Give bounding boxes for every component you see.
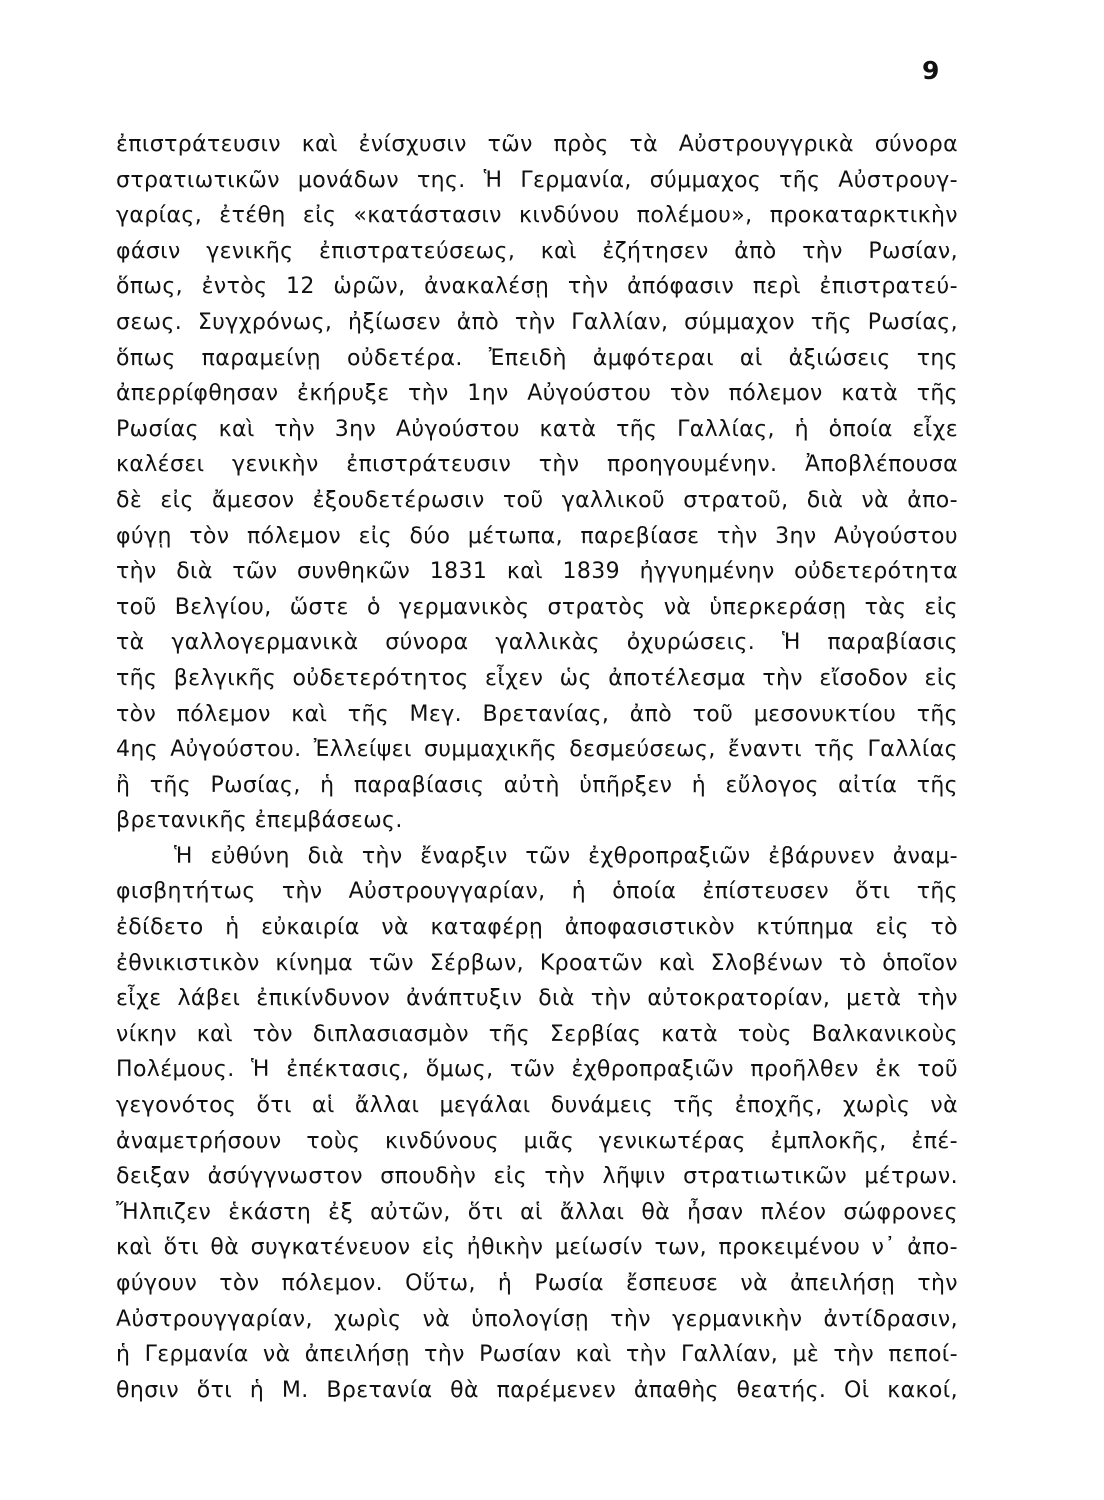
text-line: Πολέμους. Ἡ ἐπέκτασις, ὅμως, τῶν ἐχθροπραξιῶν προῆλθεν ἐκ τοῦ [116, 1057, 958, 1083]
text-line: καλέσει γενικὴν ἐπιστράτευσιν τὴν προηγουμένην. Ἀποβλέπουσα [116, 452, 958, 478]
text-line: φισβητήτως τὴν Αὐστρουγγαρίαν, ἡ ὁποία ἐπίστευσεν ὅτι τῆς [116, 879, 958, 905]
text-line: γαρίας, ἐτέθη εἰς «κατάστασιν κινδύνου πολέμου», προκαταρκτικὴν [116, 203, 958, 229]
text-line: ἐδίδετο ἡ εὐκαιρία νὰ καταφέρῃ ἀποφασιστικὸν κτύπημα εἰς τὸ [116, 915, 958, 941]
text-line: ἐθνικιστικὸν κίνημα τῶν Σέρβων, Κροατῶν καὶ Σλοβένων τὸ ὁποῖον [116, 950, 958, 976]
text-line: τοῦ Βελγίου, ὥστε ὁ γερμανικὸς στρατὸς νὰ ὑπερκεράσῃ τὰς εἰς [116, 594, 958, 620]
text-line: δειξαν ἀσύγγνωστον σπουδὴν εἰς τὴν λῆψιν στρατιωτικῶν μέτρων. [116, 1164, 958, 1190]
text-line: Αὐστρουγγαρίαν, χωρὶς νὰ ὑπολογίσῃ τὴν γερμανικὴν ἀντίδρασιν, [116, 1306, 958, 1332]
text-line: τὰ γαλλογερμανικὰ σύνορα γαλλικὰς ὀχυρώσεις. Ἡ παραβίασις [116, 630, 958, 656]
text-line: τὴν διὰ τῶν συνθηκῶν 1831 καὶ 1839 ἠγγυημένην οὐδετερότητα [116, 559, 958, 585]
text-line: Ἤλπιζεν ἑκάστη ἐξ αὐτῶν, ὅτι αἱ ἄλλαι θὰ ἦσαν πλέον σώφρονες [116, 1199, 958, 1225]
text-line: ὅπως, ἐντὸς 12 ὡρῶν, ἀνακαλέσῃ τὴν ἀπόφασιν περὶ ἐπιστρατεύ- [116, 274, 958, 300]
text-line: νίκην καὶ τὸν διπλασιασμὸν τῆς Σερβίας κατὰ τοὺς Βαλκανικοὺς [116, 1021, 958, 1047]
text-line: βρετανικῆς ἐπεμβάσεως. [116, 808, 403, 834]
text-line: θησιν ὅτι ἡ Μ. Βρετανία θὰ παρέμενεν ἀπαθὴς θεατής. Οἱ κακοί, [116, 1377, 958, 1403]
body-text [116, 127, 958, 1408]
paragraph-1 [116, 127, 958, 839]
page-number: 9 [922, 56, 940, 85]
text-line: καὶ ὅτι θὰ συγκατένευον εἰς ἠθικὴν μείωσίν των, προκειμένου ν᾽ ἀπο- [116, 1235, 958, 1261]
text-line: φάσιν γενικῆς ἐπιστρατεύσεως, καὶ ἐζήτησεν ἀπὸ τὴν Ρωσίαν, [116, 238, 958, 264]
text-line: στρατιωτικῶν μονάδων της. Ἡ Γερμανία, σύμμαχος τῆς Αὐστρουγ- [116, 167, 958, 193]
text-line: ἀναμετρήσουν τοὺς κινδύνους μιᾶς γενικωτέρας ἐμπλοκῆς, ἐπέ- [116, 1128, 958, 1154]
text-line: εἶχε λάβει ἐπικίνδυνον ἀνάπτυξιν διὰ τὴν αὐτοκρατορίαν, μετὰ τὴν [116, 986, 958, 1012]
text-line: φύγῃ τὸν πόλεμον εἰς δύο μέτωπα, παρεβίασε τὴν 3ην Αὐγούστου [116, 523, 958, 549]
text-line: ἡ Γερμανία νὰ ἀπειλήσῃ τὴν Ρωσίαν καὶ τὴν Γαλλίαν, μὲ τὴν πεποί- [116, 1342, 958, 1368]
text-line: Ἡ εὐθύνη διὰ τὴν ἔναρξιν τῶν ἐχθροπραξιῶν ἐβάρυνεν ἀναμ- [174, 843, 958, 869]
text-line: φύγουν τὸν πόλεμον. Οὕτω, ἡ Ρωσία ἔσπευσε νὰ ἀπειλήσῃ τὴν [116, 1271, 958, 1296]
text-line: ἀπερρίφθησαν ἐκήρυξε τὴν 1ην Αὐγούστου τὸν πόλεμον κατὰ τῆς [116, 381, 958, 407]
text-line: δὲ εἰς ἄμεσον ἐξουδετέρωσιν τοῦ γαλλικοῦ στρατοῦ, διὰ νὰ ἀπο- [116, 487, 958, 513]
text-line: τὸν πόλεμον καὶ τῆς Μεγ. Βρετανίας, ἀπὸ τοῦ μεσονυκτίου τῆς [116, 701, 958, 727]
text-line: Ρωσίας καὶ τὴν 3ην Αὐγούστου κατὰ τῆς Γαλλίας, ἡ ὁποία εἶχε [116, 416, 958, 442]
text-line: σεως. Συγχρόνως, ἠξίωσεν ἀπὸ τὴν Γαλλίαν, σύμμαχον τῆς Ρωσίας, [116, 309, 958, 335]
text-line: 4ης Αὐγούστου. Ἐλλείψει συμμαχικῆς δεσμεύσεως, ἔναντι τῆς Γαλλίας [116, 737, 958, 763]
paragraph-2 [116, 839, 958, 1409]
text-line: ἐπιστράτευσιν καὶ ἐνίσχυσιν τῶν πρὸς τὰ Αὐστρουγγρικὰ σύνορα [116, 132, 958, 157]
text-line: ὅπως παραμείνῃ οὐδετέρα. Ἐπειδὴ ἀμφότεραι αἱ ἀξιώσεις της [116, 345, 958, 371]
text-line: ἢ τῆς Ρωσίας, ἡ παραβίασις αὐτὴ ὑπῆρξεν ἡ εὔλογος αἰτία τῆς [116, 772, 958, 798]
text-line: τῆς βελγικῆς οὐδετερότητος εἶχεν ὡς ἀποτέλεσμα τὴν εἴσοδον εἰς [116, 665, 958, 691]
text-line: γεγονότος ὅτι αἱ ἄλλαι μεγάλαι δυνάμεις τῆς ἐποχῆς, χωρὶς νὰ [116, 1093, 958, 1119]
